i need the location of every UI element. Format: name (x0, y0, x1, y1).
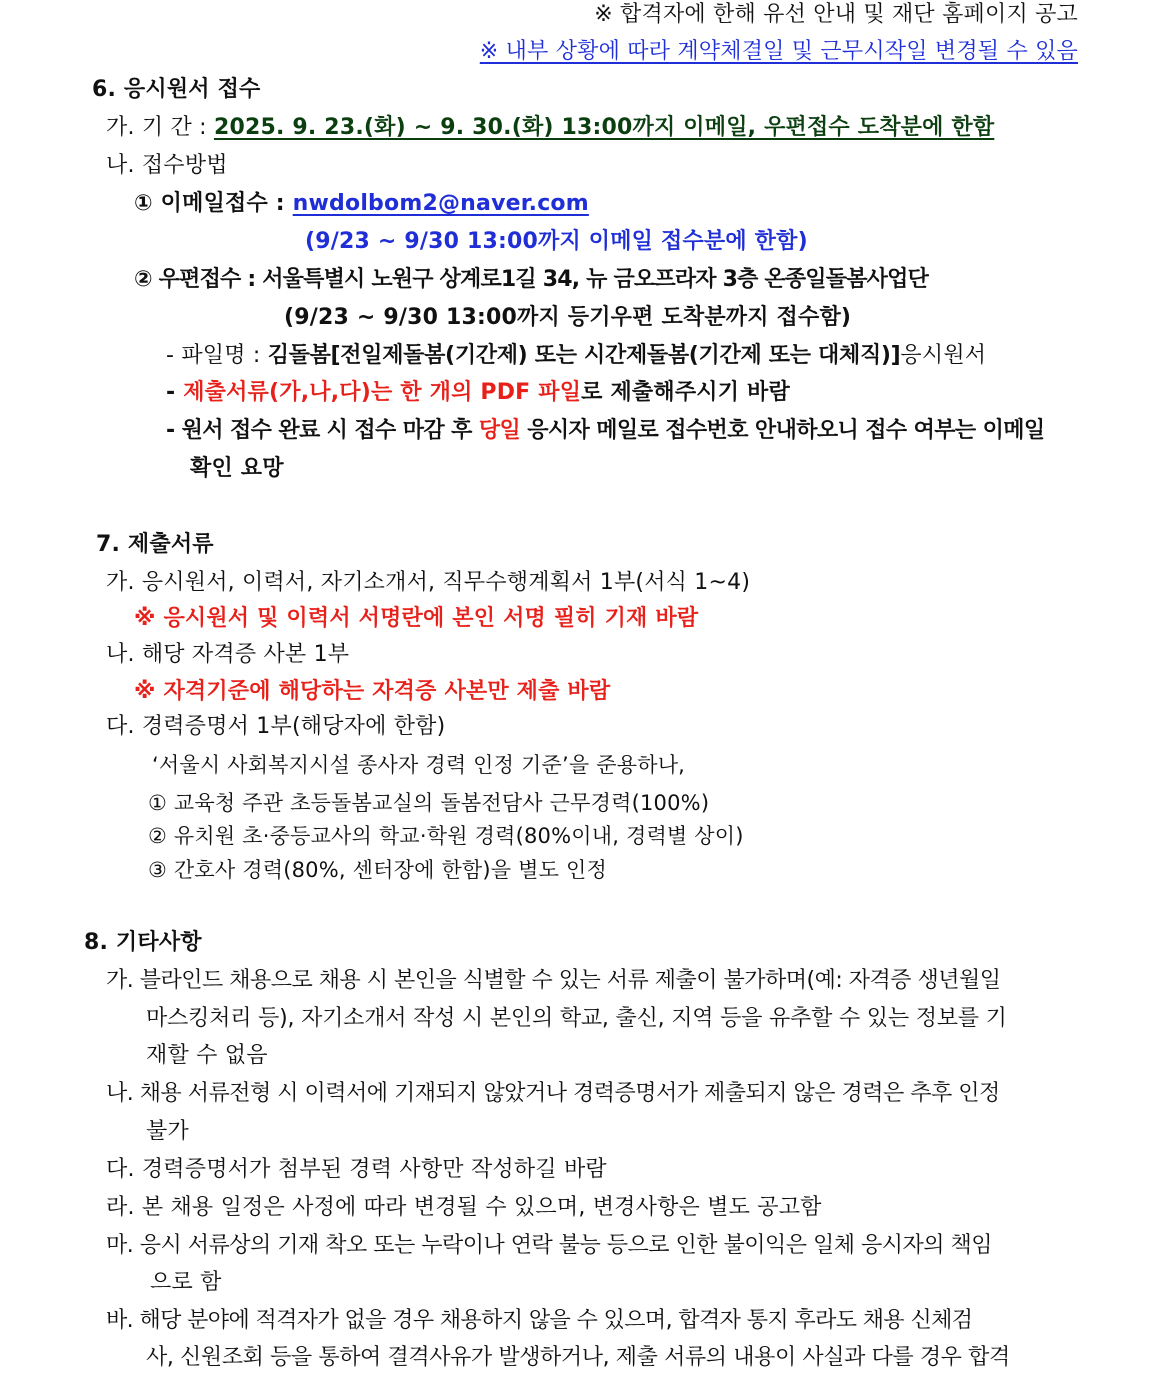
period-value: 2025. 9. 23.(화) ~ 9. 30.(화) 13:00까지 이메일, 우편접수 도착분에 한함 (213, 115, 995, 140)
s7-c-1: ① 교육청 주관 초등돌봄교실의 돌봄전담사 근무경력(100%) (148, 791, 710, 815)
s7-c-2: ② 유치원 초·중등교사의 학교·학원 경력(80%이내, 경력별 상이) (148, 824, 744, 848)
period-row (106, 113, 994, 143)
period-label: 가. 기 간 : (106, 115, 214, 140)
filename-bold: 김돌봄[전일제돌봄(기간제) 또는 시간제돌봄(기간제 또는 대체직)] (267, 343, 901, 368)
s8-b-line1: 나. 채용 서류전형 시 이력서에 기재되지 않았거나 경력증명서가 제출되지 않은 경력은 추후 인정 (106, 1081, 1000, 1106)
s7-note-a: ※ 응시원서 및 이력서 서명란에 본인 서명 필히 기재 바람 (134, 606, 699, 631)
receipt-same-day: 당일 (478, 418, 521, 443)
s7-item-b: 나. 해당 자격증 사본 1부 (106, 642, 350, 667)
email-row (134, 189, 589, 219)
docs-pdf-row (166, 378, 790, 408)
docs-pdf-red: 제출서류(가,나,다)는 한 개의 PDF 파일 (183, 380, 582, 405)
s8-e-line1: 마. 응시 서류상의 기재 착오 또는 누락이나 연락 불능 등으로 인한 불이익은 일체 응시자의 책임 (106, 1233, 992, 1258)
filename-row (166, 341, 986, 371)
docs-dash: - (166, 380, 184, 405)
notice-schedule-change: ※ 내부 상황에 따라 계약체결일 및 근무시작일 변경될 수 있음 (479, 39, 1078, 64)
email-note-date: (9/23 ~ 9/30 13:00까지 (305, 229, 589, 254)
s7-c-3: ③ 간호사 경력(80%, 센터장에 한함)을 별도 인정 (148, 858, 607, 882)
post-note: (9/23 ~ 9/30 13:00까지 등기우편 도착분까지 접수함) (284, 305, 852, 330)
receipt-b: 응시자 메일로 접수번호 안내하오니 접수 여부는 이메일 (520, 418, 1045, 443)
email-prefix: ① 이메일접수 : (134, 191, 293, 216)
s7-c-intro: ‘서울시 사회복지시설 종사자 경력 인정 기준’을 준용하나, (152, 753, 686, 777)
s8-f-line1: 바. 해당 분야에 적격자가 없을 경우 채용하지 않을 수 있으며, 합격자 통지 후라도 채용 신체검 (106, 1308, 973, 1333)
email-address-link[interactable]: nwdolbom2@naver.com (292, 191, 589, 216)
filename-prefix: - 파일명 : (166, 343, 268, 368)
section-7-heading: 7. 제출서류 (96, 532, 214, 557)
email-note-close: ) (797, 229, 808, 254)
post-row: ② 우편접수 : 서울특별시 노원구 상계로1길 34, 뉴 금오프라자 3층 온종일돌봄사업단 (134, 267, 929, 292)
filename-suffix: 응시원서 (900, 343, 987, 368)
s7-item-a: 가. 응시원서, 이력서, 자기소개서, 직무수행계획서 1부(서식 1~4) (106, 570, 751, 595)
s8-d-line1: 라. 본 채용 일정은 사정에 따라 변경될 수 있으며, 변경사항은 별도 공고함 (106, 1195, 822, 1220)
s8-b-line2: 불가 (146, 1119, 189, 1144)
s8-c-line1: 다. 경력증명서가 첨부된 경력 사항만 작성하길 바람 (106, 1157, 607, 1182)
email-note-emph: 이메일 접수분에 한함 (588, 229, 798, 254)
notice-announcement: ※ 합격자에 한해 유선 안내 및 재단 홈페이지 공고 (594, 2, 1078, 27)
s8-e-line2: 으로 함 (150, 1270, 222, 1295)
s7-item-c: 다. 경력증명서 1부(해당자에 한함) (106, 714, 446, 739)
email-note (305, 227, 808, 257)
s8-a-line3: 재할 수 없음 (146, 1043, 268, 1068)
s8-f-line2: 사, 신원조회 등을 통하여 결격사유가 발생하거나, 제출 서류의 내용이 사실과 다를 경우 합격 (146, 1345, 1010, 1370)
receipt-a: - 원서 접수 완료 시 접수 마감 후 (166, 418, 479, 443)
s8-a-line2: 마스킹처리 등), 자기소개서 작성 시 본인의 학교, 출신, 지역 등을 유추할 수 있는 정보를 기 (146, 1006, 1007, 1031)
section-6-heading: 6. 응시원서 접수 (92, 77, 261, 102)
method-label: 나. 접수방법 (106, 153, 228, 178)
receipt-row-cont: 확인 요망 (190, 456, 284, 481)
s8-a-line1: 가. 블라인드 채용으로 채용 시 본인을 식별할 수 있는 서류 제출이 불가하며(예: 자격증 생년월일 (106, 968, 1001, 993)
receipt-row (166, 416, 1045, 446)
docs-pdf-black: 로 제출해주시기 바람 (581, 380, 790, 405)
section-8-heading: 8. 기타사항 (84, 930, 202, 955)
s7-note-b: ※ 자격기준에 해당하는 자격증 사본만 제출 바람 (134, 679, 611, 704)
